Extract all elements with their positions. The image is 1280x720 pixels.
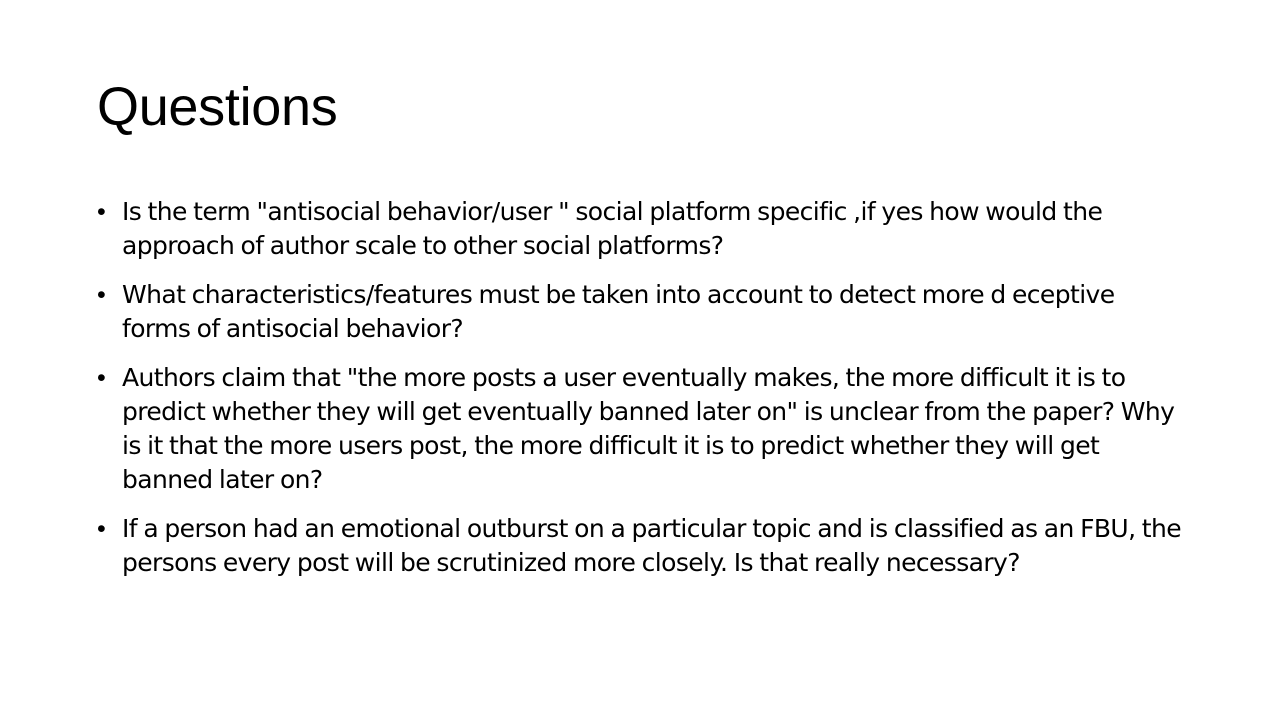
- bullet-item-authors-claim: [97, 361, 1187, 497]
- bullet-list: [97, 195, 1187, 595]
- bullet-dot-icon: •: [97, 281, 106, 309]
- bullet-text: Authors claim that "the more posts a user eventually makes, the more difficult it is to predict whether they will get eventually banned later on" is unclear from the paper? Why is it that the more users post, the more difficult it is to predict whether they will get banned later on?: [122, 363, 1175, 494]
- bullet-item-emotional-outburst: [97, 512, 1187, 580]
- bullet-text: Is the term "antisocial behavior/user " social platform specific ,if yes how would the approach of author scale to other social platforms?: [122, 197, 1103, 260]
- bullet-dot-icon: •: [97, 515, 106, 543]
- slide-title: Questions: [97, 77, 338, 137]
- bullet-dot-icon: •: [97, 364, 106, 392]
- bullet-text: If a person had an emotional outburst on a particular topic and is classified as an FBU, the persons every post will be scrutinized more closely. Is that really necessary?: [122, 514, 1182, 577]
- bullet-item-term-platform-specific: [97, 195, 1187, 263]
- bullet-item-characteristics-features: [97, 278, 1187, 346]
- bullet-dot-icon: •: [97, 198, 106, 226]
- bullet-text: What characteristics/features must be taken into account to detect more d eceptive forms of antisocial behavior?: [122, 280, 1115, 343]
